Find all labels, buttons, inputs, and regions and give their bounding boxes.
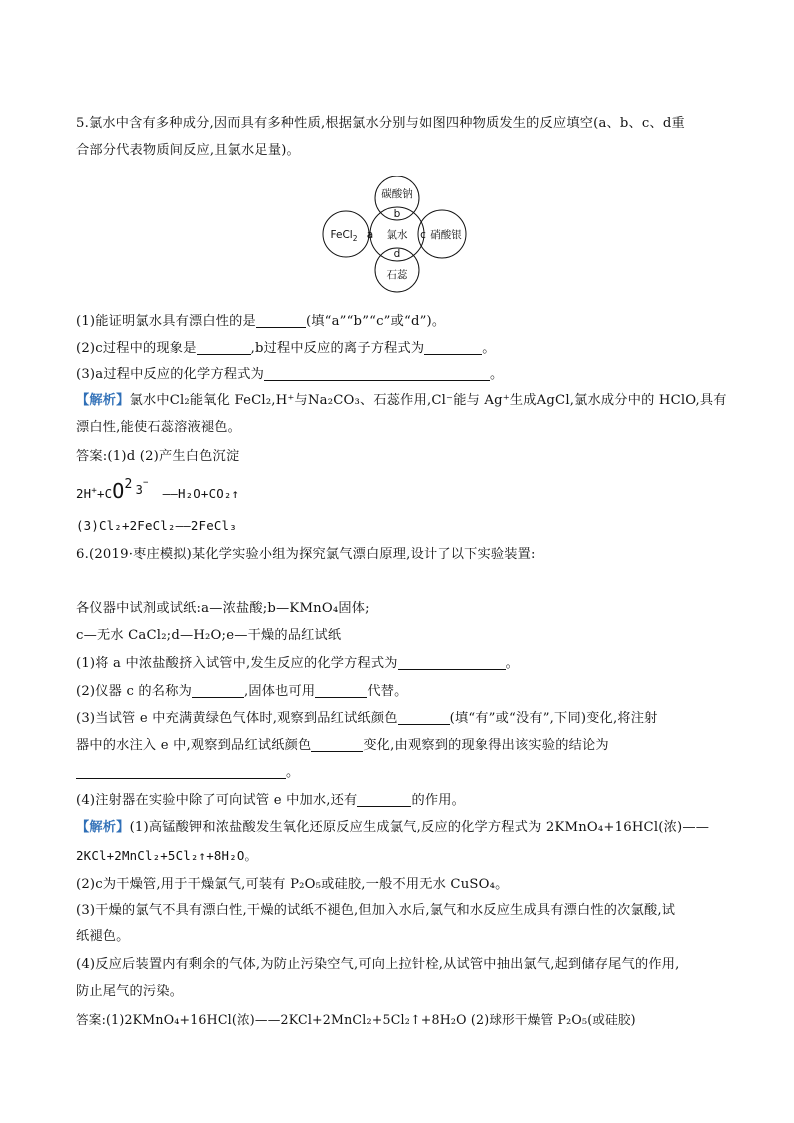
- answer-blank[interactable]: [264, 367, 490, 381]
- q6-analysis-line2: 2KCl+2MnCl₂+5Cl₂↑+8H₂O。: [76, 848, 258, 863]
- q6-sub3-line1: (3)当试管 e 中充满黄绿色气体时,观察到品红试纸颜色 (填“有”或“没有”,下同)变化,将注射: [76, 711, 658, 726]
- label-right: 硝酸银: [430, 229, 462, 241]
- answer-blank[interactable]: [424, 341, 482, 355]
- q5-sub2: (2)c过程中的现象是 ,b过程中反应的离子方程式为 。: [76, 341, 496, 356]
- q6-analysis-line1: 【解析】(1)高锰酸钾和浓盐酸发生氧化还原反应生成氯气,反应的化学方程式为 2KMnO₄+16HCl(浓)——: [76, 820, 710, 835]
- q6-sub4: (4)注射器在实验中除了可向试管 e 中加水,还有 的作用。: [76, 793, 465, 808]
- q6-sub1: (1)将 a 中浓盐酸挤入试管中,发生反应的化学方程式为 。: [76, 656, 520, 671]
- answer-blank[interactable]: [256, 314, 306, 328]
- q6-stem: 6.(2019·枣庄模拟)某化学实验小组为探究氯气漂白原理,设计了以下实验装置:: [76, 547, 536, 562]
- q5-answer-line1: 答案:(1)d (2)产生白色沉淀: [76, 449, 240, 464]
- analysis-tag: 【解析】: [76, 393, 130, 408]
- q5-ionic-equation: 2H++CO2 3−——H₂O+CO₂↑: [76, 477, 240, 503]
- q6-analysis-line3: (2)c为干燥管,用于干燥氯气,可装有 P₂O₅或硅胶,一般不用无水 CuSO₄。: [76, 877, 509, 892]
- q6-analysis-line6: (4)反应后装置内有剩余的气体,为防止污染空气,可向上拉针栓,从试管中抽出氯气,起到储存尾气的作用,: [76, 957, 680, 972]
- q6-reagents-line2: c—无水 CaCl₂;d—H₂O;e—干燥的品红试纸: [76, 628, 342, 643]
- answer-blank[interactable]: [357, 793, 411, 807]
- q5-sub1: (1)能证明氯水具有漂白性的是 (填“a”“b”“c”或“d”)。: [76, 314, 446, 329]
- answer-blank[interactable]: [398, 711, 450, 725]
- label-c: c: [420, 229, 426, 241]
- label-b: b: [393, 208, 401, 220]
- q6-sub2: (2)仪器 c 的名称为 ,固体也可用 代替。: [76, 684, 408, 699]
- q6-reagents-line1: 各仪器中试剂或试纸:a—浓盐酸;b—KMnO₄固体;: [76, 601, 370, 616]
- venn-diagram: [322, 176, 472, 294]
- analysis-tag: 【解析】: [76, 820, 130, 835]
- q5-answer-line3: (3)Cl₂+2FeCl₂——2FeCl₃: [76, 518, 237, 533]
- q6-analysis-line4: (3)干燥的氯气不具有漂白性,干燥的试纸不褪色,但加入水后,氯气和水反应生成具有漂白性的次氯酸,试: [76, 903, 676, 918]
- answer-blank[interactable]: [398, 656, 506, 670]
- label-d: d: [393, 248, 401, 260]
- q6-sub3-line2: 器中的水注入 e 中,观察到品红试纸颜色 变化,由观察到的现象得出该实验的结论为: [76, 738, 609, 753]
- label-left: FeCl$_2$: [330, 229, 358, 243]
- q5-stem-line2: 合部分代表物质间反应,且氯水足量)。: [76, 143, 300, 158]
- q6-sub3-line3: 。: [76, 764, 299, 782]
- label-top: 碳酸钠: [381, 188, 413, 200]
- label-a: a: [366, 229, 374, 241]
- q5-stem-line1: 5.氯水中含有多种成分,因而具有多种性质,根据氯水分别与如图四种物质发生的反应填空(a、b、c、d重: [76, 116, 685, 131]
- label-center: 氯水: [386, 229, 408, 241]
- q6-analysis-line7: 防止尾气的污染。: [76, 984, 184, 999]
- answer-blank[interactable]: [315, 684, 367, 698]
- answer-blank[interactable]: [197, 341, 251, 355]
- q6-answer-line1: 答案:(1)2KMnO₄+16HCl(浓)——2KCl+2MnCl₂+5Cl₂↑+8H₂O (2)球形干燥管 P₂O₅(或硅胶): [76, 1012, 636, 1027]
- q5-analysis-line1: 【解析】氯水中Cl₂能氧化 FeCl₂,H⁺与Na₂CO₃、石蕊作用,Cl⁻能与 Ag⁺生成AgCl,氯水成分中的 HClO,具有: [76, 393, 727, 408]
- answer-blank[interactable]: [192, 684, 244, 698]
- q5-analysis-line2: 漂白性,能使石蕊溶液褪色。: [76, 420, 242, 435]
- label-bottom: 石蕊: [386, 269, 408, 281]
- q6-analysis-line5: 纸褪色。: [76, 929, 130, 944]
- answer-blank[interactable]: [311, 738, 363, 752]
- q5-sub3: (3)a过程中反应的化学方程式为 。: [76, 367, 504, 382]
- answer-blank[interactable]: [76, 765, 286, 779]
